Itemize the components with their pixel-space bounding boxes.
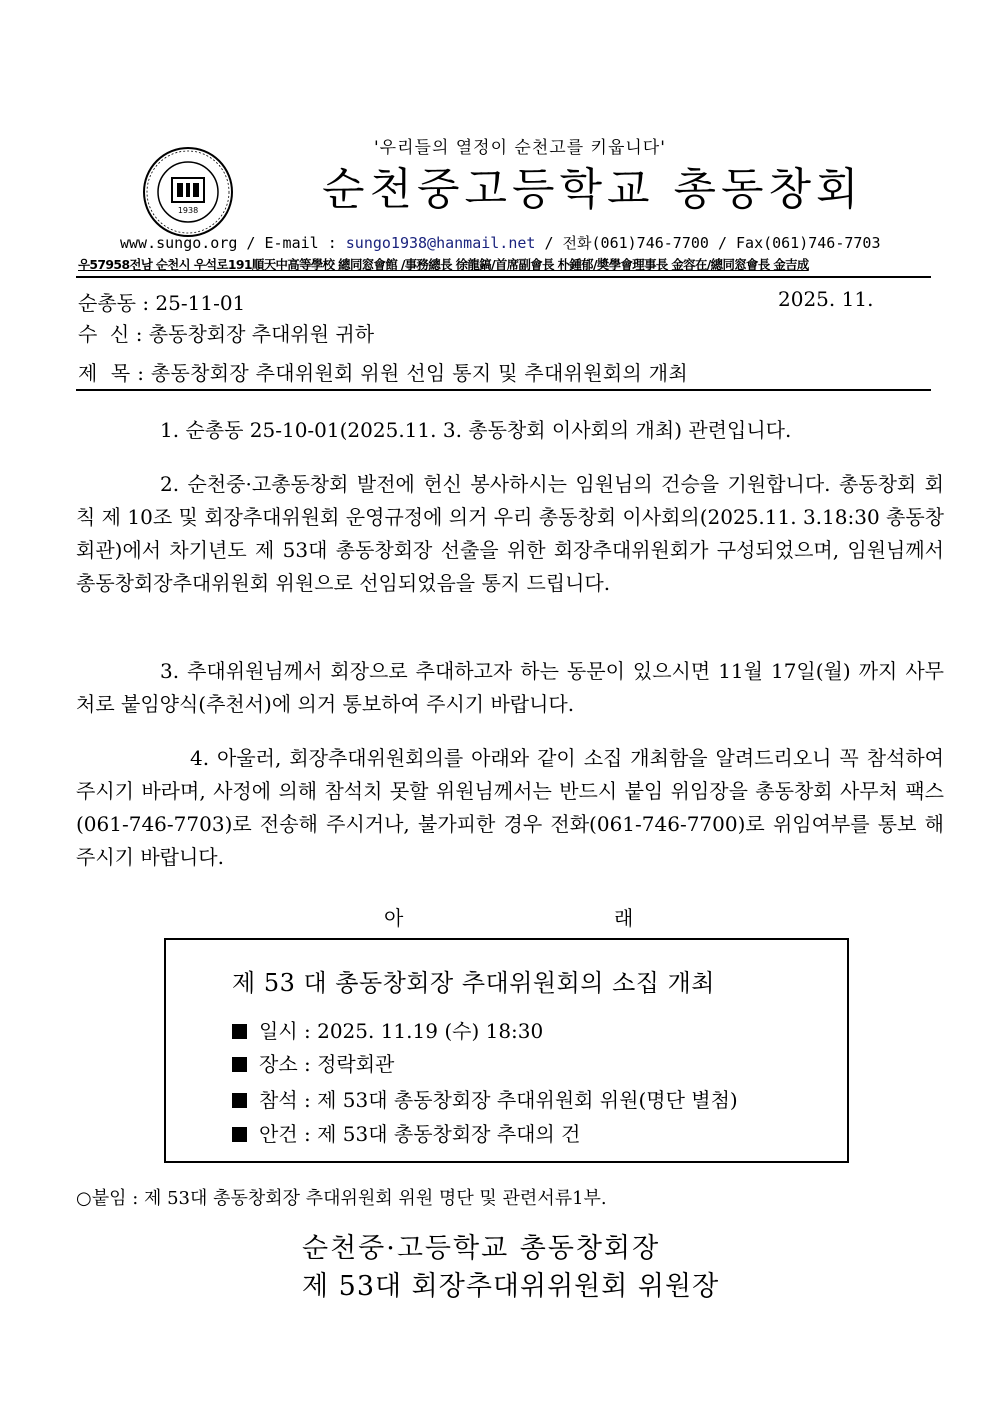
- subject: 제 목 : 총동창회장 추대위원회 위원 선임 통지 및 추대위원회의 개최: [78, 361, 689, 385]
- paragraph-4: 4. 아울러, 회장추대위원회의를 아래와 같이 소집 개최함을 알려드리오니 꼭 참석하여 주시기 바라며, 사정에 의해 참석치 못할 위원님께서는 반드시 붙임 위임장을 총동창회 사무처 팩스(061-746-7703)로 전송해 주시거나, 불가피한 경우 전화(061-746-7700)로 위임여부를 통보 해 주시기 바랍니다.: [76, 746, 944, 869]
- paragraph-1: 1. 순총동 25-10-01(2025.11. 3. 총동창회 이사회의 개최) 관련입니다.: [160, 418, 792, 442]
- paragraph-2: 2. 순천중·고총동창회 발전에 헌신 봉사하시는 임원님의 건승을 기원합니다. 총동창회 회칙 제 10조 및 회장추대위원회 운영규정에 의거 우리 총동창회 이사회의(2025.11. 3.18:30 총동창회관)에서 차기년도 제 53대 총동창회장 선출을 위한 회장추대위원회가 구성되었으며, 임원님께서 총동창회장추대위원회 위원으로 선임되었음을 통지 드립니다.: [76, 472, 944, 595]
- notice-item-agenda: 안건 : 제 53대 총동창회장 추대의 건: [232, 1118, 581, 1147]
- notice-title: 제 53 대 총동창회장 추대위원회의 소집 개최: [232, 969, 715, 997]
- square-bullet-icon: [232, 1127, 247, 1142]
- recipient: 수 신 : 총동창회장 추대위원 귀하: [78, 322, 375, 346]
- notice-item-place: 장소 : 정락회관: [232, 1048, 394, 1077]
- square-bullet-icon: [232, 1057, 247, 1072]
- below-heading-right: 래: [614, 906, 634, 930]
- signature-line-1: 순천중·고등학교 총동창회장: [302, 1233, 661, 1264]
- website-text: www.sungo.org / E-mail :: [120, 234, 346, 252]
- motto: '우리들의 열정이 순천고를 키웁니다': [374, 138, 666, 158]
- email-text: sungo1938@hanmail.net: [345, 234, 536, 252]
- phone-fax-text: / 전화(061)746-7700 / Fax(061)746-7703: [535, 234, 881, 252]
- notice-item-datetime: 일시 : 2025. 11.19 (수) 18:30: [232, 1015, 543, 1044]
- paragraph-3: 3. 추대위원님께서 회장으로 추대하고자 하는 동문이 있으시면 11월 17일(월) 까지 사무처로 붙임양식(추천서)에 의거 통보하여 주시기 바랍니다.: [76, 659, 944, 716]
- address-line: 우57958전남 순천시 우석로191順天中高等學校 總同窓會館 /事務總長 徐龍鎬/首席副會長 朴鍾郁/奬學會理事長 金容在/總同窓會長 金吉成: [78, 257, 809, 272]
- contact-line: [120, 232, 881, 253]
- notice-item-attendees: 참석 : 제 53대 총동창회장 추대위원회 위원(명단 별첨): [232, 1084, 738, 1113]
- square-bullet-icon: [232, 1093, 247, 1108]
- emblem-year: 1938: [177, 206, 199, 215]
- below-heading-left: 아: [384, 906, 406, 930]
- document-date: 2025. 11.: [778, 287, 874, 311]
- document-number: 순총동 : 25-11-01: [78, 291, 246, 315]
- signature-line-2: 제 53대 회장추대위위원회 위원장: [302, 1271, 720, 1302]
- header-divider: [76, 276, 931, 278]
- organization-name: 순천중고등학교 총동창회: [322, 164, 864, 215]
- subject-divider: [76, 389, 931, 391]
- square-bullet-icon: [232, 1024, 247, 1039]
- school-emblem-icon: [142, 146, 234, 238]
- attachment-note: ○붙임 : 제 53대 총동창회장 추대위원회 위원 명단 및 관련서류1부.: [76, 1188, 607, 1209]
